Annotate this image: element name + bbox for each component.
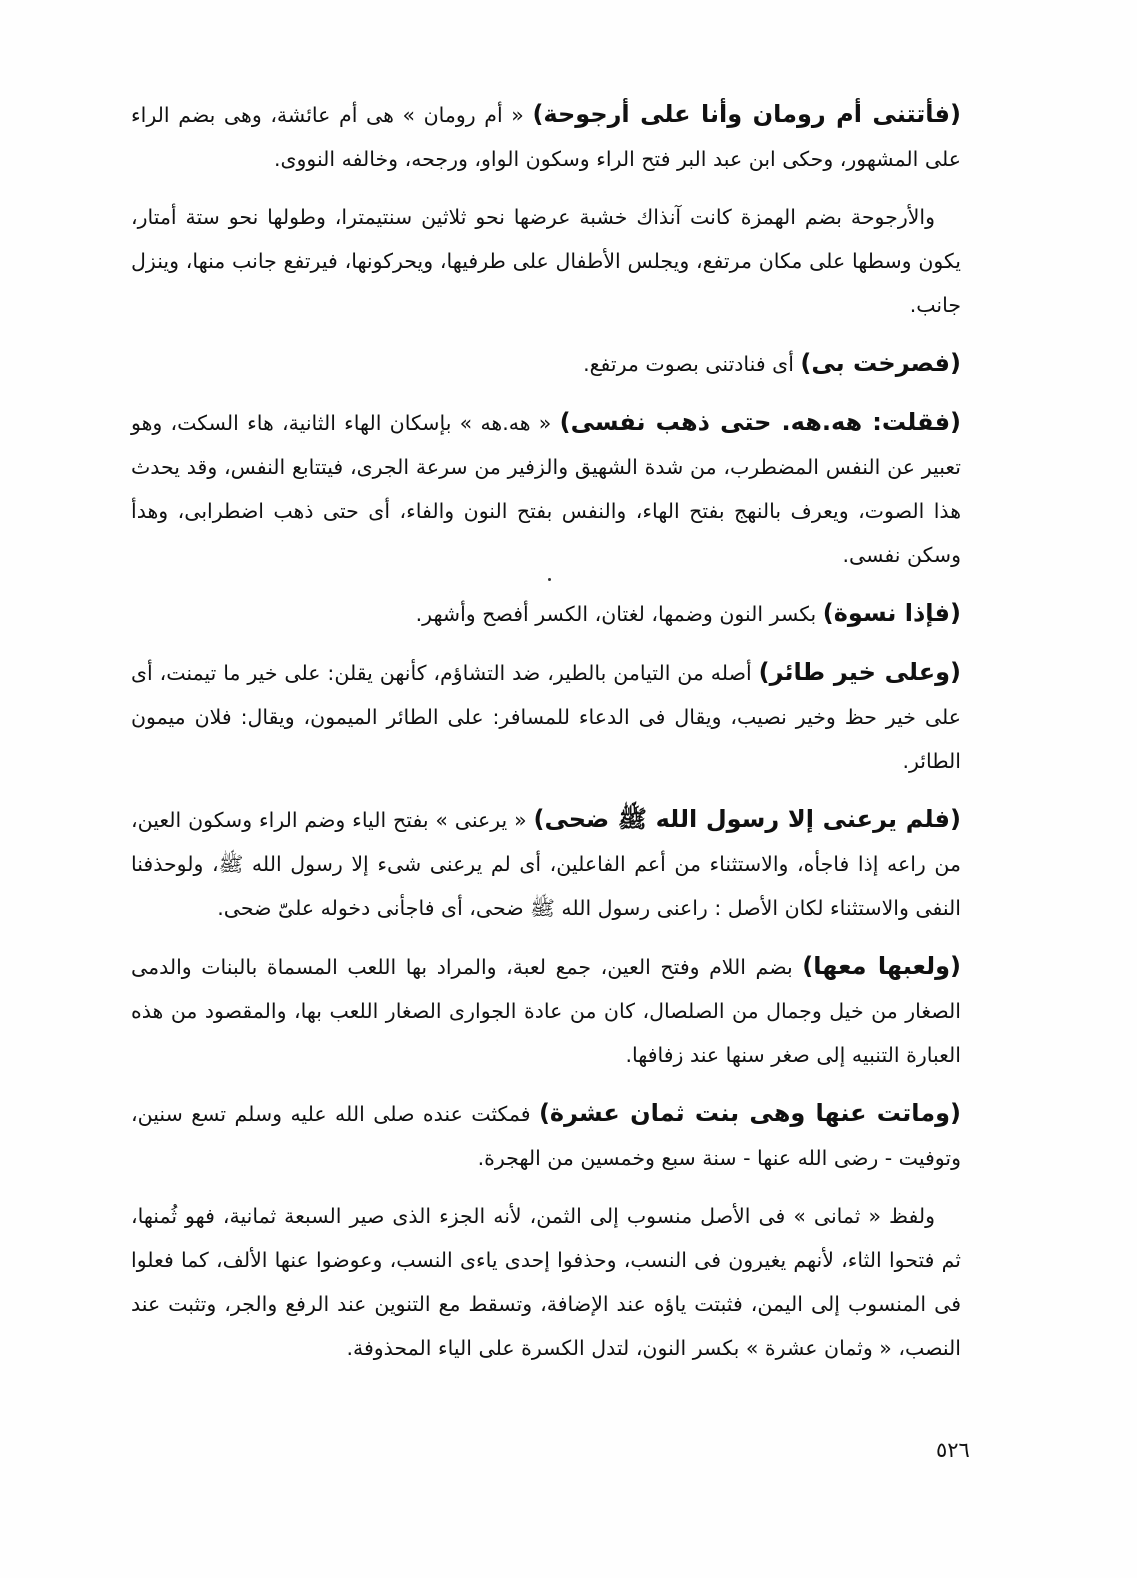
lemma-phrase: (ولعبها معها): [802, 952, 962, 980]
paragraph-maatat: [131, 1091, 961, 1180]
lemma-phrase: (فصرخت بى): [800, 349, 961, 377]
paragraph-urjuha: [131, 195, 961, 327]
paragraph-niswa: [131, 591, 961, 636]
lemma-phrase: (فأتتنى أم رومان وأنا على أرجوحة): [532, 100, 961, 128]
paragraph-fakultu: [131, 400, 961, 577]
paragraph-umm-ruman: [131, 92, 961, 181]
explanation-text: فمكثت عنده صلى الله عليه وسلم تسع سنين، وتوفيت - رضى الله عنها - سنة سبع وخمسين من الهجرة.: [131, 1102, 961, 1170]
page-number: ٥٢٦: [936, 1438, 970, 1462]
explanation-text: « أم رومان » هى أم عائشة، وهى بضم الراء على المشهور، وحكى ابن عبد البر فتح الراء وسكون الواو، ورجحه، وخالفه النووى.: [131, 103, 961, 171]
explanation-text: ولفظ « ثمانى » فى الأصل منسوب إلى الثمن، لأنه الجزء الذى صير السبعة ثمانية، فهو ثُمنها، ثم فتحوا الثاء، لأنهم يغيرون فى النسب، وحذفوا إحدى ياءى النسب، وعوضوا عنها الألف، كما فعلوا فى المنسوب إلى اليمن، فثبتت ياؤه عند الإضافة، وتسقط مع التنوين عند الرفع والجر، وتثبت عند النصب، « وثمان عشرة » بكسر النون، لتدل الكسرة على الياء المحذوفة.: [131, 1204, 961, 1360]
explanation-text: أى فنادتنى بصوت مرتفع.: [583, 352, 801, 376]
paragraph-thamani: [131, 1194, 961, 1370]
paragraph-khayr-tair: [131, 650, 961, 783]
explanation-text: والأرجوحة بضم الهمزة كانت آنذاك خشبة عرضها نحو ثلاثين سنتيمترا، وطولها نحو ستة أمتار، يكون وسطها على مكان مرتفع، ويجلس الأطفال على طرفيها، ويحركونها، فيرتفع جانب منها، وينزل جانب.: [131, 205, 961, 317]
explanation-text: أصله من التيامن بالطير، ضد التشاؤم، كأنهن يقلن: على خير ما تيمنت، أى على خير حظ وخير نصيب، ويقال فى الدعاء للمسافر: على الطائر الميمون، ويقال: فلان ميمون الطائر.: [131, 661, 961, 773]
paragraph-yarouni: [131, 797, 961, 930]
lemma-phrase: (فلم يرعنى إلا رسول الله ﷺ ضحى): [533, 805, 961, 833]
paragraph-fasarakhat: [131, 341, 961, 386]
explanation-text: « هه.هه » بإسكان الهاء الثانية، هاء السكت، وهو تعبير عن النفس المضطرب، من شدة الشهيق والزفير من سرعة الجرى، فيتتابع النفس، وقد يحدث هذا الصوت، ويعرف بالنهج بفتح الهاء، والنفس بفتح النون والفاء، أى حتى ذهب اضطرابى، وهدأ وسكن نفسى.: [131, 411, 961, 567]
lemma-phrase: (فإذا نسوة): [822, 599, 961, 627]
lemma-phrase: (فقلت: هه.هه. حتى ذهب نفسى): [559, 408, 962, 436]
commentary-text: [131, 92, 961, 1384]
explanation-text: بكسر النون وضمها، لغتان، الكسر أفصح وأشهر.: [415, 602, 823, 626]
explanation-text: بضم اللام وفتح العين، جمع لعبة، والمراد بها اللعب المسماة بالبنات والدمى الصغار من خيل وجمال من الصلصال، كان من عادة الجوارى الصغار اللعب بها، والمقصود من هذه العبارة التنبيه إلى صغر سنها عند زفافها.: [131, 955, 961, 1067]
lemma-phrase: (وعلى خير طائر): [758, 658, 961, 686]
paragraph-luab: [131, 944, 961, 1077]
explanation-text: « يرعنى » بفتح الياء وضم الراء وسكون العين، من راعه إذا فاجأه، والاستثناء من أعم الفاعلين، أى لم يرعنى شىء إلا رسول الله ﷺ، ولوحذفنا النفى والاستثناء لكان الأصل : راعنى رسول الله ﷺ ضحى، أى فاجأنى دخوله علىّ ضحى.: [131, 808, 961, 920]
lemma-phrase: (وماتت عنها وهى بنت ثمان عشرة): [538, 1099, 961, 1127]
stray-dot: [548, 578, 551, 581]
